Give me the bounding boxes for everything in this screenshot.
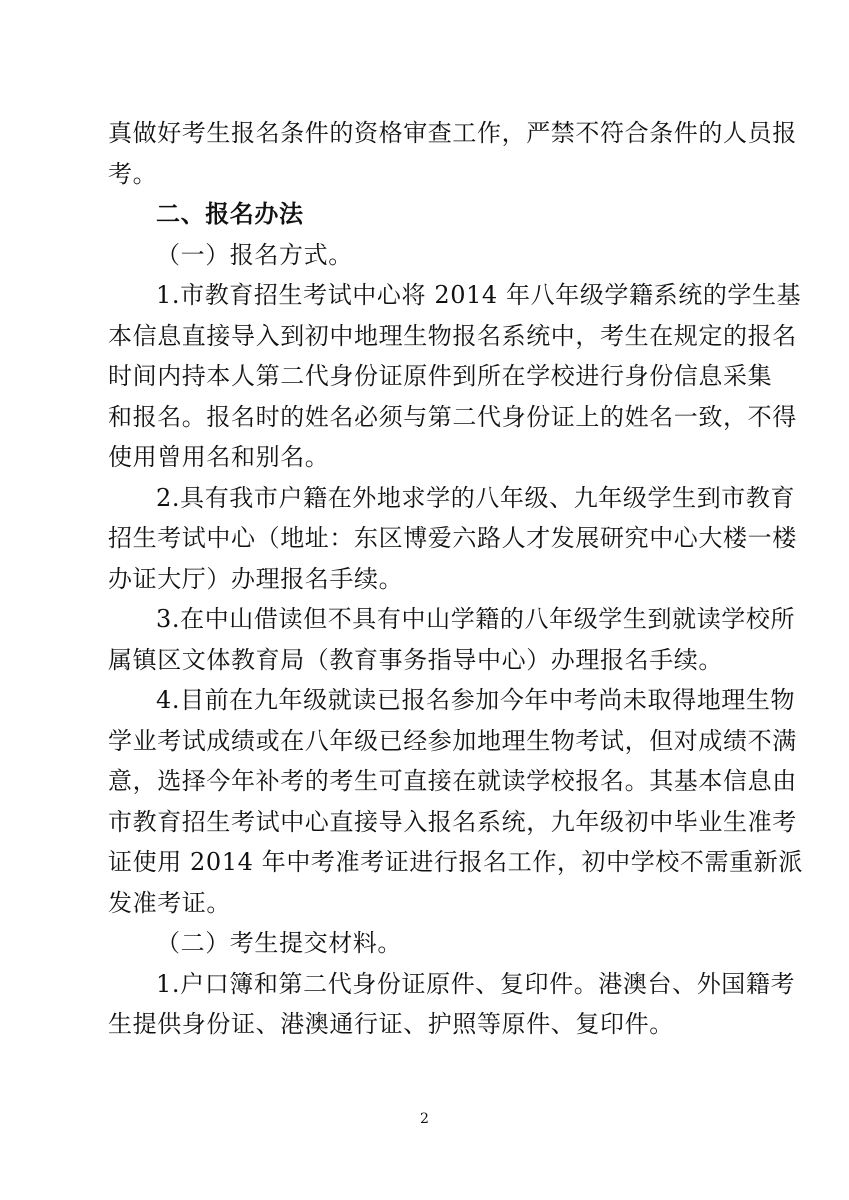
subsection-heading: （一）报名方式。 bbox=[156, 240, 353, 269]
text-line: 意，选择今年补考的考生可直接在就读学校报名。其基本信息由 bbox=[108, 767, 797, 795]
text-line: 1.户口簿和第二代身份证原件、复印件。港澳台、外国籍考 bbox=[156, 969, 796, 998]
text-line: 1.市教育招生考试中心将 2014 年八年级学籍系统的学生基 bbox=[156, 281, 802, 309]
text-line: 属镇区文体教育局（教育事务指导中心）办理报名手续。 bbox=[108, 645, 723, 674]
text-line: 考。 bbox=[108, 159, 158, 188]
text-line: 4.目前在九年级就读已报名参加今年中考尚未取得地理生物 bbox=[156, 686, 796, 714]
page-number: 2 bbox=[420, 1111, 429, 1127]
text-line: 证使用 2014 年中考准考证进行报名工作，初中学校不需重新派 bbox=[108, 848, 803, 876]
section-heading: 二、报名办法 bbox=[156, 199, 304, 228]
text-line: 3.在中山借读但不具有中山学籍的八年级学生到就读学校所 bbox=[156, 605, 796, 633]
text-line: 生提供身份证、港澳通行证、护照等原件、复印件。 bbox=[108, 1010, 674, 1038]
text-line: 市教育招生考试中心直接导入报名系统，九年级初中毕业生准考 bbox=[108, 807, 797, 836]
text-line: 和报名。报名时的姓名必须与第二代身份证上的姓名一致，不得 bbox=[108, 402, 797, 431]
subsection-heading: （二）考生提交材料。 bbox=[156, 929, 402, 957]
text-line: 使用曾用名和别名。 bbox=[108, 443, 330, 471]
text-line: 招生考试中心（地址：东区博爱六路人才发展研究中心大楼一楼 bbox=[108, 524, 797, 552]
text-line: 真做好考生报名条件的资格审查工作，严禁不符合条件的人员报 bbox=[108, 119, 797, 147]
text-line: 本信息直接导入到初中地理生物报名系统中，考生在规定的报名 bbox=[108, 321, 797, 350]
body-text bbox=[108, 113, 803, 1045]
text-line: 发准考证。 bbox=[108, 888, 231, 917]
text-line: 学业考试成绩或在八年级已经参加地理生物考试，但对成绩不满 bbox=[108, 726, 797, 755]
text-line: 2.具有我市户籍在外地求学的八年级、九年级学生到市教育 bbox=[156, 483, 796, 512]
text-line: 办证大厅）办理报名手续。 bbox=[108, 564, 404, 593]
text-line: 时间内持本人第二代身份证原件到所在学校进行身份信息采集 bbox=[108, 362, 773, 390]
